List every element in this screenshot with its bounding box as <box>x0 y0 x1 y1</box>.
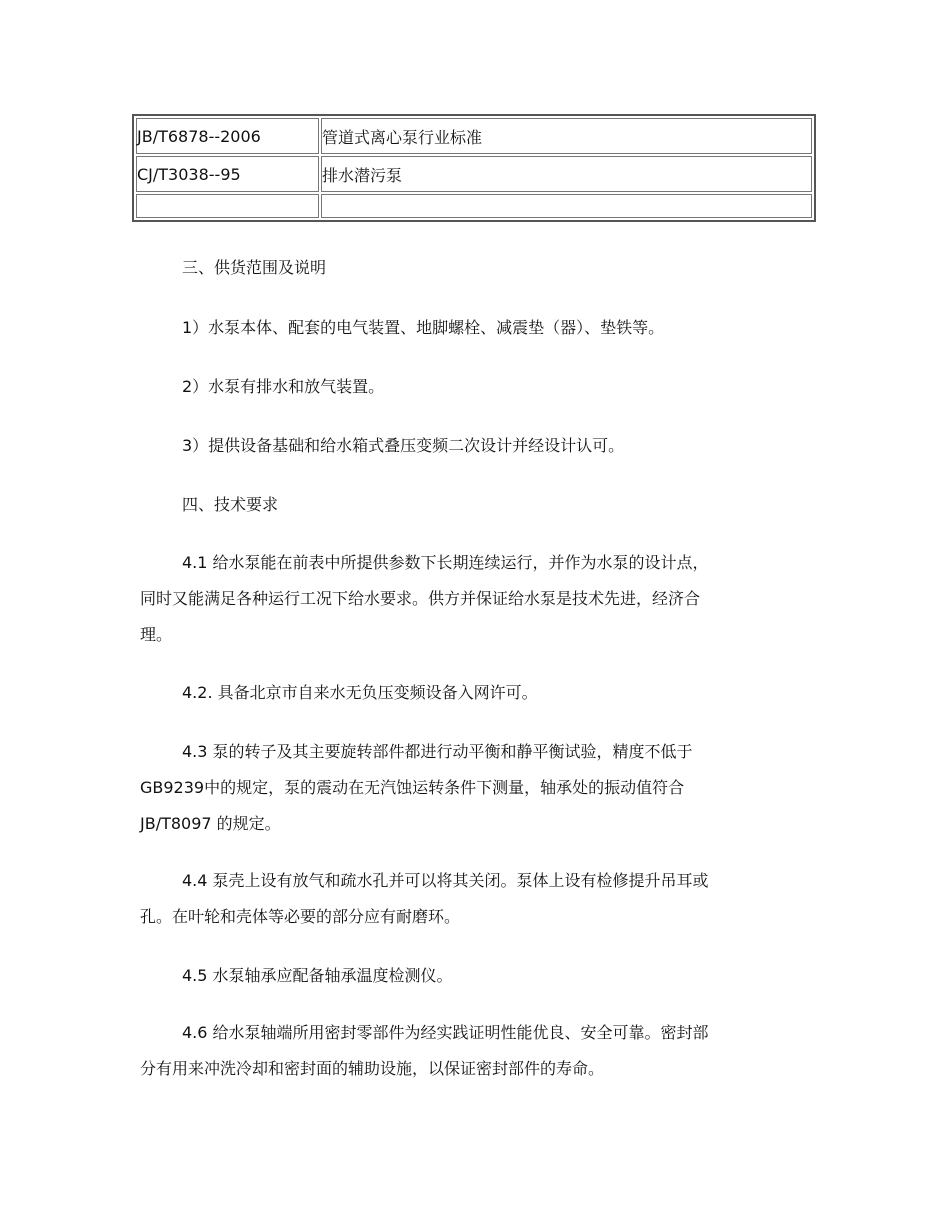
paragraph-4-1 <box>140 545 760 653</box>
section-heading-tech-requirements: 四、技术要求 <box>182 495 279 514</box>
paragraph-line: JB/T8097 的规定。 <box>140 814 281 833</box>
standard-code-cell: JB/T6878--2006 <box>136 118 319 154</box>
paragraph-line: 4.1 给水泵能在前表中所提供参数下长期连续运行，并作为水泵的设计点， <box>182 553 709 572</box>
table-row <box>136 194 812 218</box>
table-row <box>136 118 812 154</box>
standard-name-cell: 管道式离心泵行业标准 <box>321 118 812 154</box>
standard-code-cell: CJ/T3038--95 <box>136 156 319 192</box>
paragraph-line: 4.3 泵的转子及其主要旋转部件都进行动平衡和静平衡试验，精度不低于 <box>182 742 693 761</box>
supply-item-2: 2）水泵有排水和放气装置。 <box>182 377 385 396</box>
standard-code-cell <box>136 194 319 218</box>
paragraph-line: 4.6 给水泵轴端所用密封零部件为经实践证明性能优良、安全可靠。密封部 <box>182 1023 709 1042</box>
standard-name-cell <box>321 194 812 218</box>
paragraph-4-6 <box>140 1015 760 1087</box>
section-heading-supply-scope: 三、供货范围及说明 <box>182 258 327 277</box>
standards-table <box>132 114 816 222</box>
paragraph-4-4 <box>140 863 760 935</box>
standard-name-cell: 排水潜污泵 <box>321 156 812 192</box>
paragraph-line: 同时又能满足各种运行工况下给水要求。供方并保证给水泵是技术先进，经济合 <box>140 589 701 608</box>
paragraph-line: GB9239中的规定，泵的震动在无汽蚀运转条件下测量，轴承处的振动值符合 <box>140 778 685 797</box>
paragraph-4-3 <box>140 734 760 842</box>
paragraph-line: 理。 <box>140 625 173 644</box>
paragraph-line: 4.4 泵壳上设有放气和疏水孔并可以将其关闭。泵体上设有检修提升吊耳或 <box>182 871 709 890</box>
paragraph-line: 孔。在叶轮和壳体等必要的部分应有耐磨环。 <box>140 907 461 926</box>
table-row <box>136 156 812 192</box>
supply-item-3: 3）提供设备基础和给水箱式叠压变频二次设计并经设计认可。 <box>182 436 625 455</box>
supply-item-1: 1）水泵本体、配套的电气装置、地脚螺栓、减震垫（器）、垫铁等。 <box>182 318 665 337</box>
paragraph-line: 分有用来冲洗冷却和密封面的辅助设施，以保证密封部件的寿命。 <box>140 1059 605 1078</box>
paragraph-4-5: 4.5 水泵轴承应配备轴承温度检测仪。 <box>182 966 453 985</box>
paragraph-4-2: 4.2. 具备北京市自来水无负压变频设备入网许可。 <box>182 683 538 702</box>
